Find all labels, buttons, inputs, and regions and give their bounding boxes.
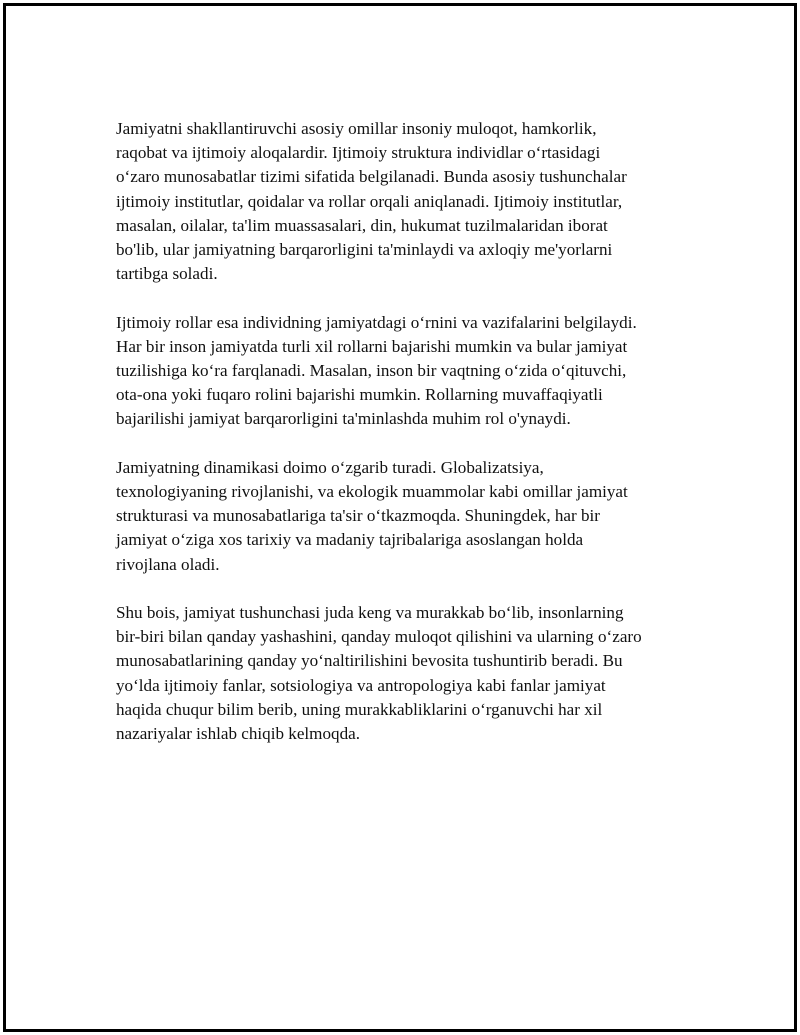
text-line: bo'lib, ular jamiyatning barqarorligini ta'minlaydi va axloqiy me'yorlarni [116,240,613,260]
paragraph-2 [116,311,706,432]
text-line: strukturasi va munosabatlariga ta'sir oʻtkazmoqda. Shuningdek, har bir [116,506,600,526]
text-line: texnologiyaning rivojlanishi, va ekologik muammolar kabi omillar jamiyat [116,482,628,502]
document-body [116,117,706,770]
text-line: haqida chuqur bilim berib, uning murakkabliklarini oʻrganuvchi har xil [116,699,603,719]
text-line: oʻzaro munosabatlar tizimi sifatida belgilanadi. Bunda asosiy tushunchalar [116,167,627,187]
text-line: tartibga soladi. [116,264,218,284]
text-line: bir-biri bilan qanday yashashini, qanday muloqot qilishini va ularning oʻzaro [116,627,642,647]
text-line: Shu bois, jamiyat tushunchasi juda keng va murakkab boʻlib, insonlarning [116,603,624,623]
text-line: raqobat va ijtimoiy aloqalardir. Ijtimoiy struktura individlar oʻrtasidagi [116,143,601,163]
paragraph-3 [116,456,706,577]
text-line: munosabatlarining qanday yoʻnaltirilishini bevosita tushuntirib beradi. Bu [116,651,623,671]
text-line: ijtimoiy institutlar, qoidalar va rollar orqali aniqlanadi. Ijtimoiy institutlar, [116,191,623,211]
text-line: Jamiyatni shakllantiruvchi asosiy omillar insoniy muloqot, hamkorlik, [116,119,597,138]
text-line: yoʻlda ijtimoiy fanlar, sotsiologiya va antropologiya kabi fanlar jamiyat [116,675,606,695]
text-line: rivojlana oladi. [116,554,220,574]
text-line: tuzilishiga koʻra farqlanadi. Masalan, inson bir vaqtning oʻzida oʻqituvchi, [116,361,627,381]
paragraph-4 [116,601,706,746]
text-line: Ijtimoiy rollar esa individning jamiyatdagi oʻrnini va vazifalarini belgilaydi. [116,312,637,332]
text-line: Jamiyatning dinamikasi doimo oʻzgarib turadi. Globalizatsiya, [116,457,544,477]
text-line: bajarilishi jamiyat barqarorligini ta'minlashda muhim rol o'ynaydi. [116,409,571,429]
text-line: nazariyalar ishlab chiqib kelmoqda. [116,724,360,744]
text-line: jamiyat oʻziga xos tarixiy va madaniy tajribalariga asoslangan holda [116,530,584,550]
text-line: ota-ona yoki fuqaro rolini bajarishi mumkin. Rollarning muvaffaqiyatli [116,385,603,405]
text-line: masalan, oilalar, ta'lim muassasalari, din, hukumat tuzilmalaridan iborat [116,215,608,235]
paragraph-1 [116,117,706,286]
text-line: Har bir inson jamiyatda turli xil rollarni bajarishi mumkin va bular jamiyat [116,336,628,356]
